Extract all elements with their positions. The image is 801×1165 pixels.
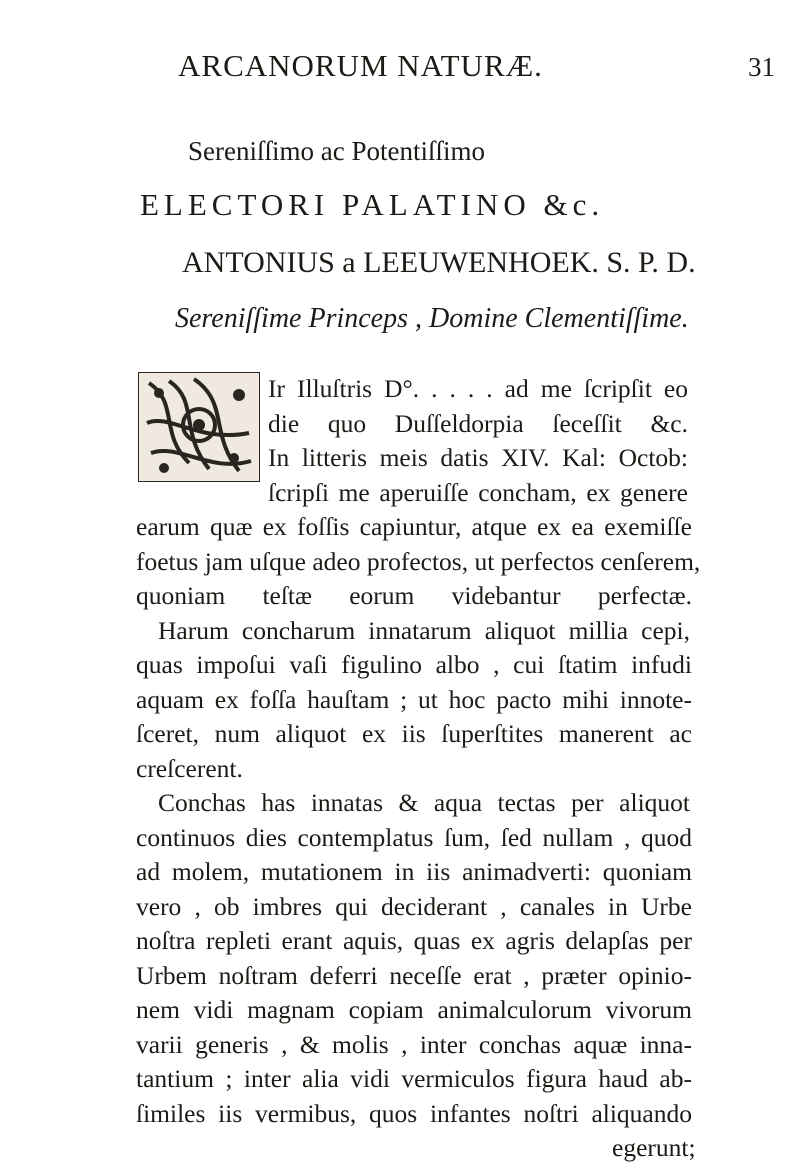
salutation-line: Sereniſſime Princeps , Domine Clementiſſime.: [175, 303, 689, 334]
text-line: aquam ex foſſa hauſtam ; ut hoc pacto mihi innote-: [136, 684, 692, 714]
text-line: vero , ob imbres qui deciderant , canales in Urbe: [136, 891, 692, 921]
text-line: varii generis , & molis , inter conchas aquæ inna-: [136, 1029, 692, 1059]
running-head: ARCANORUM NATURÆ.: [178, 48, 543, 83]
page-number: 31: [748, 52, 775, 82]
text-line: ſimiles iis vermibus, quos infantes noſtri aliquando: [136, 1098, 692, 1128]
ornamental-initial: [138, 372, 260, 482]
text-line: Harum concharum innatarum aliquot millia cepi,: [158, 615, 690, 645]
text-line: quas impoſui vaſi figulino albo , cui ſtatim infudi: [136, 650, 692, 679]
addressee-line: ELECTORI PALATINO &c.: [140, 187, 605, 222]
text-line: die quo Duſſeldorpia ſeceſſit &c.: [268, 408, 688, 438]
text-line: nem vidi magnam copiam animalculorum vivorum: [136, 995, 692, 1024]
text-line: creſcerent.: [136, 753, 243, 783]
text-line: noſtra repleti erant aquis, quas ex agris delapſas per: [136, 926, 692, 955]
text-line: Urbem noſtram deferri neceſſe erat , præter opinio-: [136, 960, 692, 990]
dedication-line: Sereniſſimo ac Potentiſſimo: [188, 136, 485, 166]
text-line: foetus jam uſque adeo profectos, ut perfectos cenſerem,: [136, 546, 701, 576]
text-line: tantium ; inter alia vidi vermiculos figura haud ab-: [136, 1064, 692, 1093]
text-line: Ir Illuſtris D°. . . . . ad me ſcripſit eo: [268, 374, 688, 403]
text-line: In litteris meis datis XIV. Kal: Octob:: [268, 443, 688, 472]
text-line: egerunt;: [612, 1133, 696, 1162]
text-line: continuos dies contemplatus ſum, ſed nullam , quod: [136, 822, 692, 852]
text-line: earum quæ ex foſſis capiuntur, atque ex ea exemiſſe: [136, 512, 692, 541]
text-line: Conchas has innatas & aqua tectas per aliquot: [158, 788, 690, 817]
text-line: ſcripſi me aperuiſſe concham, ex genere: [268, 477, 688, 507]
text-line: ad molem, mutationem in iis animadverti: quoniam: [136, 857, 692, 886]
author-line: ANTONIUS a LEEUWENHOEK. S. P. D.: [182, 246, 696, 279]
text-line: quoniam teſtæ eorum videbantur perfectæ.: [136, 581, 692, 610]
text-line: ſceret, num aliquot ex iis ſuperſtites manerent ac: [136, 719, 692, 748]
ornament-icon: [139, 373, 259, 481]
